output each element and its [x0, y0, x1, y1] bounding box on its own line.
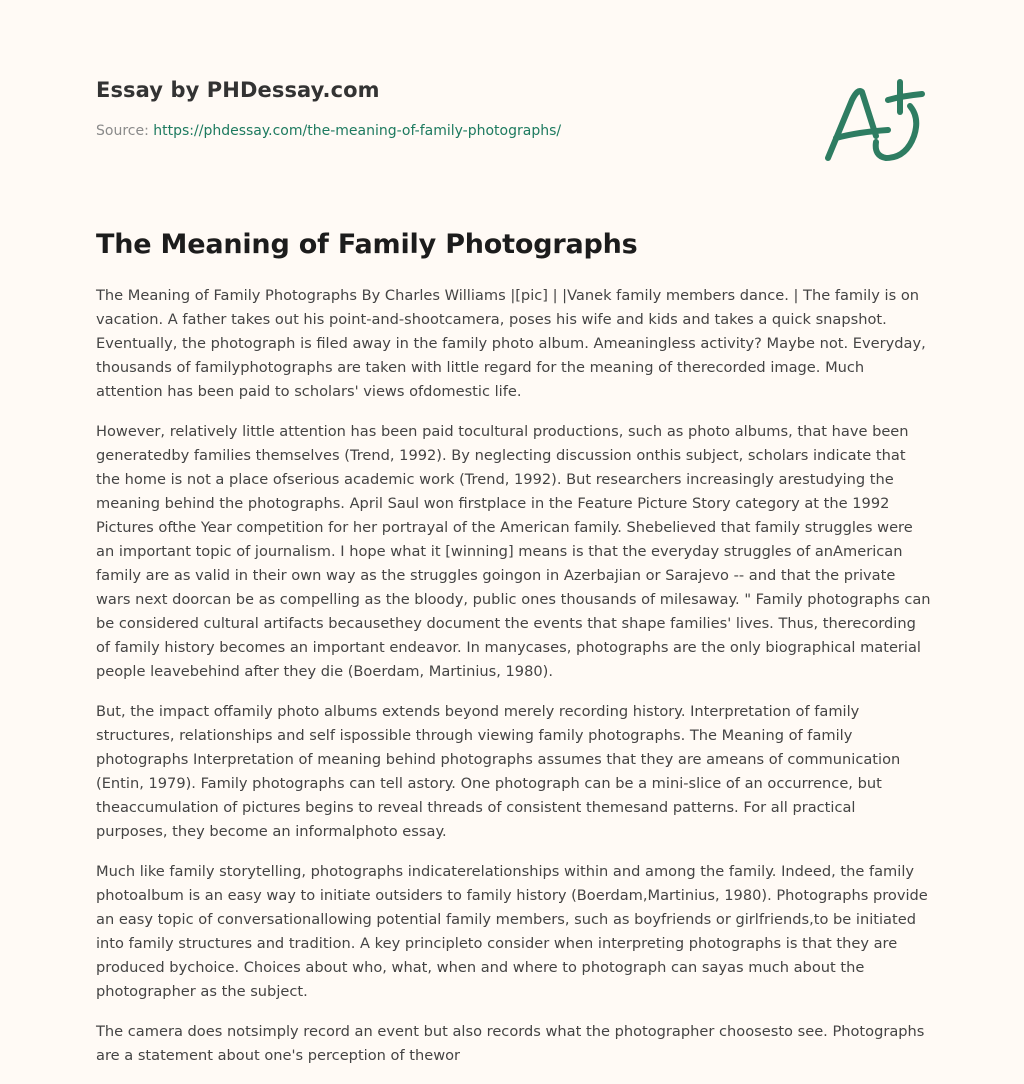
- paragraph: Much like family storytelling, photographs indicaterelationships within and among the family. Indeed, the family photoalbum is an easy way to initiate outsiders to family history (Boerdam,Martinius, 1980). Photographs provide an easy topic of conversationallowing potential family members, such as boyfriends or girlfriends,to be initiated into family structures and tradition. A key principleto consider when interpreting photographs is that they are produced bychoice. Choices about who, what, when and where to photograph can sayas much about the photographer as the subject.: [96, 863, 928, 1000]
- site-title: Essay by PHDessay.com: [96, 78, 380, 102]
- essay-body: [96, 284, 931, 1084]
- paragraph: The Meaning of Family Photographs By Charles Williams |[pic] | |Vanek family members dance. | The family is on vacation. A father takes out his point-and-shootcamera, poses his wife and kids and takes a quick snapshot. Eventually, the photograph is filed away in the family photo album. Ameaningless activity? Maybe not. Everyday, thousands of familyphotographs are taken with little regard for the meaning of therecorded image. Much attention has been paid to scholars' views ofdomestic life.: [96, 287, 926, 400]
- source-line: [96, 120, 796, 142]
- site-header: [96, 74, 796, 142]
- paragraph: However, relatively little attention has been paid tocultural productions, such as photo albums, that have been generatedby families themselves (Trend, 1992). By neglecting discussion onthis subject, scholars indicate that the home is not a place ofserious academic work (Trend, 1992). But researchers increasingly arestudying the meaning behind the photographs. April Saul won firstplace in the Feature Picture Story category at the 1992 Pictures ofthe Year competition for her portrayal of the American family. Shebelieved that family struggles were an important topic of journalism. I hope what it [winning] means is that the everyday struggles of anAmerican family are as valid in their own way as the struggles goingon in Azerbajian or Sarajevo -- and that the private wars next doorcan be as compelling as the bloody, public ones thousands of milesaway. " Family photographs can be considered cultural artifacts becausethey document the events that shape families' lives. Thus, therecording of family history becomes an important endeavor. In manycases, photographs are the only biographical material people leavebehind after they die (Boerdam, Martinius, 1980).: [96, 423, 931, 680]
- paragraph: The camera does notsimply record an event but also records what the photographer choosesto see. Photographs are a statement about one's perception of thewor: [96, 1023, 925, 1064]
- paragraph: But, the impact offamily photo albums extends beyond merely recording history. Interpretation of family structures, relationships and self ispossible through viewing family photographs. The Meaning of family photographs Interpretation of meaning behind photographs assumes that they are ameans of communication (Entin, 1979). Family photographs can tell astory. One photograph can be a mini-slice of an occurrence, but theaccumulation of pictures begins to reveal threads of consistent themesand patterns. For all practical purposes, they become an informalphoto essay.: [96, 703, 901, 840]
- source-link[interactable]: https://phdessay.com/the-meaning-of-family-photographs/: [153, 123, 562, 139]
- source-label: Source:: [96, 123, 149, 139]
- a-plus-grade-icon: [818, 62, 934, 168]
- document-title: The Meaning of Family Photographs: [96, 229, 638, 260]
